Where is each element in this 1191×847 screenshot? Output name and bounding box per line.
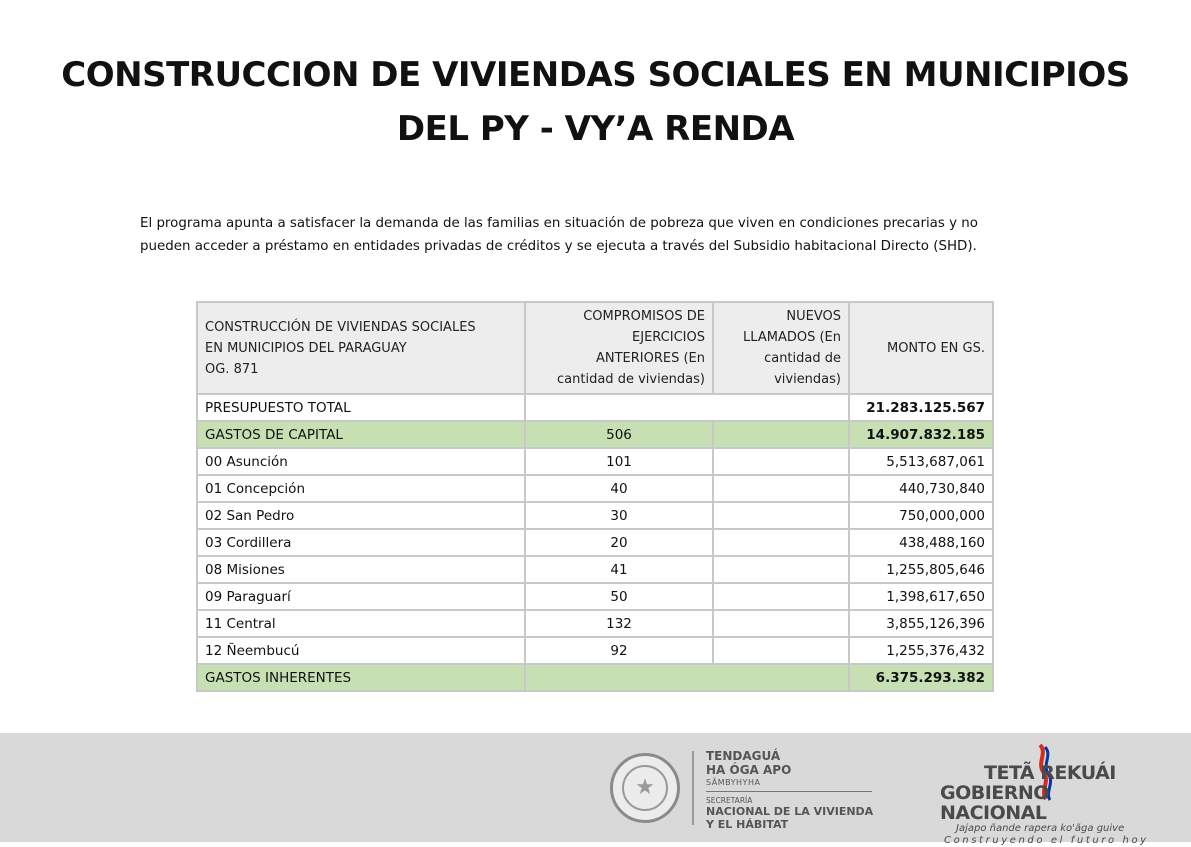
amount-cell: 440,730,840 [849, 475, 993, 502]
table-row [197, 448, 993, 475]
org-line-3: SÃMBYHYHA [706, 778, 761, 787]
table-row [197, 583, 993, 610]
description-line-2: pueden acceder a préstamo en entidades privadas de créditos y se ejecuta a través del Subsidio habitacional Directo (SHD). [140, 239, 977, 254]
total-budget-row [197, 394, 993, 421]
brand-tagline-guarani: Jajapo ñande rapera ko'ãga guive [956, 823, 1125, 834]
amount-cell: 438,488,160 [849, 529, 993, 556]
senavitat-logo [706, 749, 873, 831]
housing-count: 30 [525, 502, 713, 529]
capital-count: 506 [525, 421, 713, 448]
amount-cell: 3,855,126,396 [849, 610, 993, 637]
amount-cell: 1,398,617,650 [849, 583, 993, 610]
footer-band [0, 733, 1191, 846]
gobierno-nacional-logo [940, 763, 1160, 847]
org-line-6: Y EL HÁBITAT [706, 818, 789, 831]
total-label: PRESUPUESTO TOTAL [197, 394, 525, 421]
header-program: CONSTRUCCIÓN DE VIVIENDAS SOCIALES EN MUNICIPIOS DEL PARAGUAY OG. 871 [197, 302, 525, 394]
description-line-1: El programa apunta a satisfacer la demanda de las familias en situación de pobreza que viven en condiciones precarias y no [140, 216, 978, 231]
municipality-name: 02 San Pedro [197, 502, 525, 529]
housing-count: 20 [525, 529, 713, 556]
table-header-row [197, 302, 993, 394]
org-line-5: NACIONAL DE LA VIVIENDA [706, 805, 874, 818]
new-calls-cell [713, 637, 849, 664]
municipality-name: 00 Asunción [197, 448, 525, 475]
housing-count: 50 [525, 583, 713, 610]
title-line-1: CONSTRUCCION DE VIVIENDAS SOCIALES EN MUNICIPIOS [61, 55, 1130, 95]
new-calls-cell [713, 448, 849, 475]
total-amount: 21.283.125.567 [849, 394, 993, 421]
housing-count: 41 [525, 556, 713, 583]
housing-count: 101 [525, 448, 713, 475]
municipality-name: 03 Cordillera [197, 529, 525, 556]
capital-expenses-row [197, 421, 993, 448]
municipality-name: 12 Ñeembucú [197, 637, 525, 664]
brand-line-1: TETÃ REKUÁI [984, 762, 1116, 784]
org-line-4: SECRETARÍA [706, 796, 753, 805]
title-line-2: DEL PY - VY’A RENDA [396, 109, 795, 149]
capital-label: GASTOS DE CAPITAL [197, 421, 525, 448]
header-amount: MONTO EN GS. [849, 302, 993, 394]
table-row [197, 475, 993, 502]
amount-cell: 1,255,805,646 [849, 556, 993, 583]
brand-tagline-spanish: Construyendo el futuro hoy [944, 835, 1149, 846]
header-new-calls: NUEVOS LLAMADOS (En cantidad de viviendas) [713, 302, 849, 394]
municipality-name: 09 Paraguarí [197, 583, 525, 610]
table-row [197, 610, 993, 637]
inherent-label: GASTOS INHERENTES [197, 664, 525, 691]
new-calls-cell [713, 475, 849, 502]
footer-divider [692, 751, 694, 825]
page-title [0, 48, 1191, 156]
inherent-expenses-row [197, 664, 993, 691]
program-description [140, 212, 1060, 258]
header-previous-commitments: COMPROMISOS DE EJERCICIOS ANTERIORES (En cantidad de viviendas) [525, 302, 713, 394]
amount-cell: 750,000,000 [849, 502, 993, 529]
amount-cell: 5,513,687,061 [849, 448, 993, 475]
brand-line-2: GOBIERNO NACIONAL [940, 782, 1049, 824]
new-calls-cell [713, 583, 849, 610]
national-seal-icon: ★ [610, 753, 680, 823]
capital-amount: 14.907.832.185 [849, 421, 993, 448]
table-row [197, 637, 993, 664]
housing-count: 132 [525, 610, 713, 637]
inherent-amount: 6.375.293.382 [849, 664, 993, 691]
municipality-name: 08 Misiones [197, 556, 525, 583]
inherent-empty-cell [525, 664, 849, 691]
new-calls-cell [713, 502, 849, 529]
amount-cell: 1,255,376,432 [849, 637, 993, 664]
table-row [197, 502, 993, 529]
housing-count: 40 [525, 475, 713, 502]
total-empty-cell [525, 394, 849, 421]
org-line-1: TENDAGUÁ [706, 749, 781, 763]
capital-new-calls [713, 421, 849, 448]
housing-count: 92 [525, 637, 713, 664]
new-calls-cell [713, 556, 849, 583]
new-calls-cell [713, 610, 849, 637]
budget-table [196, 301, 994, 692]
org-line-2: HA ÓGA APO [706, 763, 792, 777]
municipality-name: 11 Central [197, 610, 525, 637]
municipality-name: 01 Concepción [197, 475, 525, 502]
table-row [197, 556, 993, 583]
new-calls-cell [713, 529, 849, 556]
table-row [197, 529, 993, 556]
